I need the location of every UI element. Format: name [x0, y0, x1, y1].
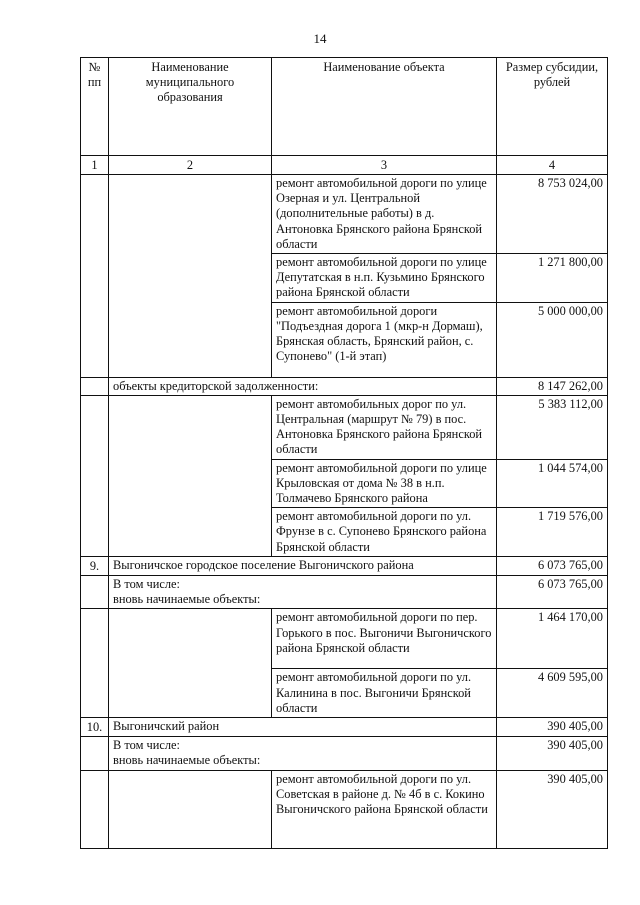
creditor-label: объекты кредиторской задолженности:	[109, 377, 497, 395]
object-name: ремонт автомобильной дороги по улице Крыловская от дома № 38 в н.п. Толмачево Брянского района	[272, 459, 497, 508]
section-row	[81, 556, 608, 575]
header-municipality	[109, 58, 272, 156]
subsidy-amount: 4 609 595,00	[497, 669, 608, 718]
object-name: ремонт автомобильных дорог по ул. Центральная (маршрут № 79) в пос. Антоновка Брянского района Брянской области	[272, 395, 497, 459]
empty-number-cell	[81, 770, 109, 848]
object-name: ремонт автомобильной дороги по пер. Горького в пос. Выгоничи Выгоничского района Брянской области	[272, 609, 497, 669]
column-number-1: 1	[81, 156, 109, 175]
including-row	[81, 737, 608, 770]
table-row	[81, 609, 608, 669]
column-number-row	[81, 156, 608, 175]
object-name: ремонт автомобильной дороги по улице Озерная и ул. Центральной (дополнительные работы) в д. Антоновка Брянского района Брянской области	[272, 175, 497, 254]
page-number: 14	[313, 31, 327, 46]
header-object-text: Наименование объекта	[323, 60, 445, 74]
section-number: 9.	[81, 556, 109, 575]
empty-number-cell	[81, 737, 109, 770]
subsidy-amount: 5 383 112,00	[497, 395, 608, 459]
subsidy-amount: 8 753 024,00	[497, 175, 608, 254]
header-object	[272, 58, 497, 156]
header-amount-text: Размер субсидии, рублей	[505, 60, 599, 89]
object-name: ремонт автомобильной дороги по ул. Советская в районе д. № 4б в с. Кокино Выгоничского района Брянской области	[272, 770, 497, 848]
column-number-2: 2	[109, 156, 272, 175]
column-number-3: 3	[272, 156, 497, 175]
object-name: ремонт автомобильной дороги "Подъездная дорога 1 (мкр-н Дормаш), Брянская область, Брянский район, с. Супонево" (1-й этап)	[272, 302, 497, 377]
header-number	[81, 58, 109, 156]
header-amount	[497, 58, 608, 156]
table-row	[81, 395, 608, 459]
empty-municipality-cell	[109, 770, 272, 848]
object-name: ремонт автомобильной дороги по ул. Калинина в пос. Выгоничи Брянской области	[272, 669, 497, 718]
subsidy-amount: 1 271 800,00	[497, 254, 608, 303]
including-label-cell	[109, 576, 497, 609]
including-label: В том числе:	[113, 738, 180, 753]
section-title: Выгоничское городское поселение Выгоничского района	[109, 556, 497, 575]
section-row	[81, 718, 608, 737]
section-title: Выгоничский район	[109, 718, 497, 737]
object-name: ремонт автомобильной дороги по улице Депутатская в н.п. Кузьмино Брянского района Брянской области	[272, 254, 497, 303]
header-municipality-text: Наименование муниципального образования	[145, 60, 235, 104]
column-number-4: 4	[497, 156, 608, 175]
subsidy-amount: 390 405,00	[497, 770, 608, 848]
including-amount: 390 405,00	[497, 737, 608, 770]
empty-municipality-cell	[109, 175, 272, 378]
empty-municipality-cell	[109, 609, 272, 718]
subsidy-amount: 1 044 574,00	[497, 459, 608, 508]
including-label-cell	[109, 737, 497, 770]
section-total: 6 073 765,00	[497, 556, 608, 575]
table-row	[81, 770, 608, 848]
header-row	[81, 58, 608, 156]
subsidy-amount: 5 000 000,00	[497, 302, 608, 377]
empty-number-cell	[81, 609, 109, 718]
object-name: ремонт автомобильной дороги по ул. Фрунзе в с. Супонево Брянского района Брянской области	[272, 508, 497, 557]
empty-number-cell	[81, 175, 109, 378]
header-number-text: № пп	[87, 60, 102, 89]
subsidy-table	[80, 57, 608, 849]
section-total: 390 405,00	[497, 718, 608, 737]
table-row	[81, 175, 608, 254]
including-label: В том числе:	[113, 577, 180, 592]
table-row	[81, 377, 608, 395]
empty-number-cell	[81, 377, 109, 395]
including-amount: 6 073 765,00	[497, 576, 608, 609]
empty-number-cell	[81, 576, 109, 609]
new-objects-label: вновь начинаемые объекты:	[113, 592, 261, 607]
creditor-amount: 8 147 262,00	[497, 377, 608, 395]
empty-number-cell	[81, 395, 109, 556]
new-objects-label: вновь начинаемые объекты:	[113, 753, 261, 768]
including-row	[81, 576, 608, 609]
section-number: 10.	[81, 718, 109, 737]
empty-municipality-cell	[109, 395, 272, 556]
subsidy-amount: 1 719 576,00	[497, 508, 608, 557]
subsidy-amount: 1 464 170,00	[497, 609, 608, 669]
